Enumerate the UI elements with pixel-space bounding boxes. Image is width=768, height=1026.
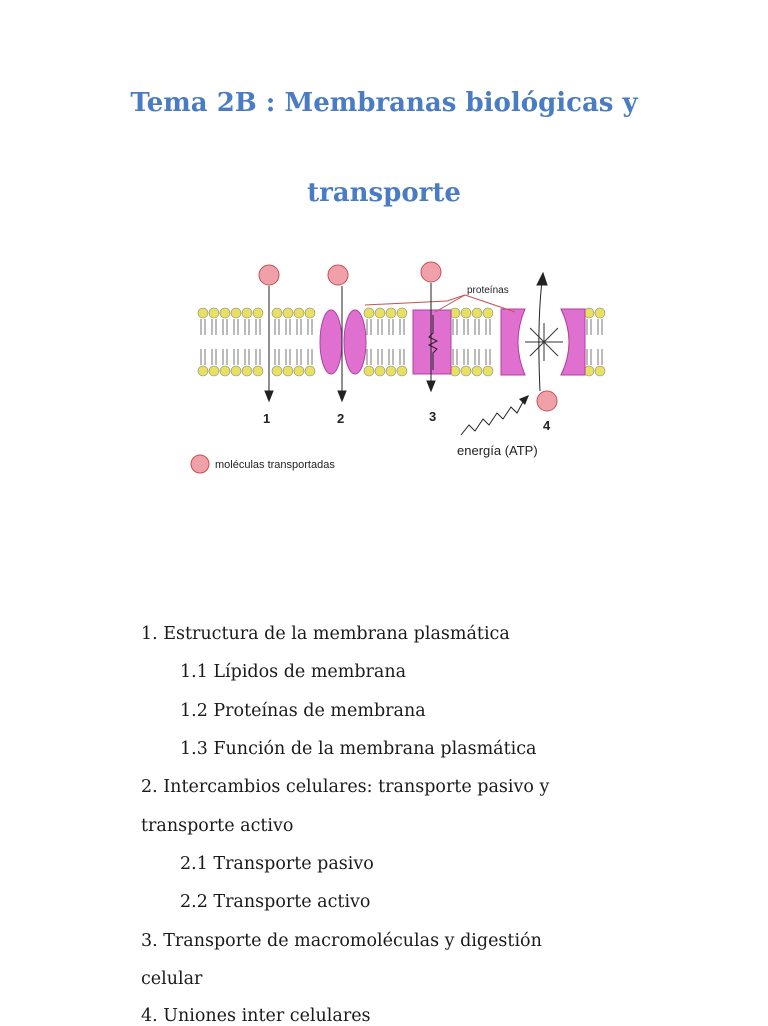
proteins-label: proteínas <box>467 285 509 296</box>
carrier-protein <box>413 310 451 374</box>
label-number-3: 3 <box>429 409 437 424</box>
lipid-head <box>231 366 241 376</box>
pump-rotor-icon <box>525 323 563 361</box>
label-number-1: 1 <box>263 411 271 426</box>
pump-protein-right <box>561 309 585 375</box>
label-number-4: 4 <box>543 418 551 433</box>
toc-item: 1.2 Proteínas de membrana <box>180 701 426 721</box>
toc-item: transporte activo <box>141 816 294 836</box>
label-number-2: 2 <box>337 411 345 426</box>
page-title: Tema 2B : Membranas biológicas y <box>130 88 638 118</box>
lipid-head <box>397 308 407 318</box>
lipid-head <box>305 308 315 318</box>
lipid-head <box>472 366 482 376</box>
lipid-head <box>461 308 471 318</box>
legend-label: moléculas transportadas <box>215 459 335 471</box>
energy-arrow-head <box>519 395 529 405</box>
toc-item: 2. Intercambios celulares: transporte pasivo y <box>141 777 550 797</box>
molecule-3 <box>421 262 441 282</box>
lipid-head <box>386 366 396 376</box>
membrane-transport-figure <box>185 255 615 485</box>
toc-item: 3. Transporte de macromoléculas y digestión <box>141 931 542 951</box>
lipid-head <box>220 366 230 376</box>
lipid-head <box>253 366 263 376</box>
lipid-head <box>283 366 293 376</box>
lipid-head <box>253 308 263 318</box>
lipid-head <box>375 308 385 318</box>
lipid-head <box>231 308 241 318</box>
channel-protein-right <box>344 310 366 374</box>
lipid-head <box>209 308 219 318</box>
energy-label: energía (ATP) <box>457 443 538 458</box>
pump-protein-left <box>501 309 525 375</box>
molecule-4 <box>537 391 557 411</box>
molecule-1 <box>259 265 279 285</box>
lipid-head <box>198 308 208 318</box>
lipid-head <box>461 366 471 376</box>
lipid-head <box>375 366 385 376</box>
toc-item: 1. Estructura de la membrana plasmática <box>141 624 510 644</box>
lipid-head <box>595 308 605 318</box>
lipid-head <box>283 308 293 318</box>
lipid-head <box>198 366 208 376</box>
lipid-head <box>294 308 304 318</box>
toc-item: 4. Uniones inter celulares <box>141 1006 371 1026</box>
channel-protein-left <box>320 310 342 374</box>
toc-item: 1.1 Lípidos de membrana <box>180 662 407 682</box>
toc-item: 1.3 Función de la membrana plasmática <box>180 739 537 759</box>
lipid-head <box>386 308 396 318</box>
lipid-head <box>364 366 374 376</box>
energy-zigzag <box>461 398 525 435</box>
legend-molecule-icon <box>191 455 209 473</box>
lipid-head <box>242 308 252 318</box>
lipid-head <box>483 308 493 318</box>
lipid-head <box>397 366 407 376</box>
toc-item: 2.2 Transporte activo <box>180 892 371 912</box>
lipid-head <box>272 366 282 376</box>
lipid-head <box>294 366 304 376</box>
lipid-head <box>364 308 374 318</box>
lipid-head <box>483 366 493 376</box>
lipid-head <box>305 366 315 376</box>
toc-item: celular <box>141 969 203 989</box>
lipid-head <box>472 308 482 318</box>
lipid-head <box>272 308 282 318</box>
molecule-2 <box>328 265 348 285</box>
lipid-head <box>242 366 252 376</box>
lipid-head <box>209 366 219 376</box>
lipid-head <box>595 366 605 376</box>
toc-item: 2.1 Transporte pasivo <box>180 854 374 874</box>
lipid-head <box>220 308 230 318</box>
page-title-continued: transporte <box>307 178 461 208</box>
